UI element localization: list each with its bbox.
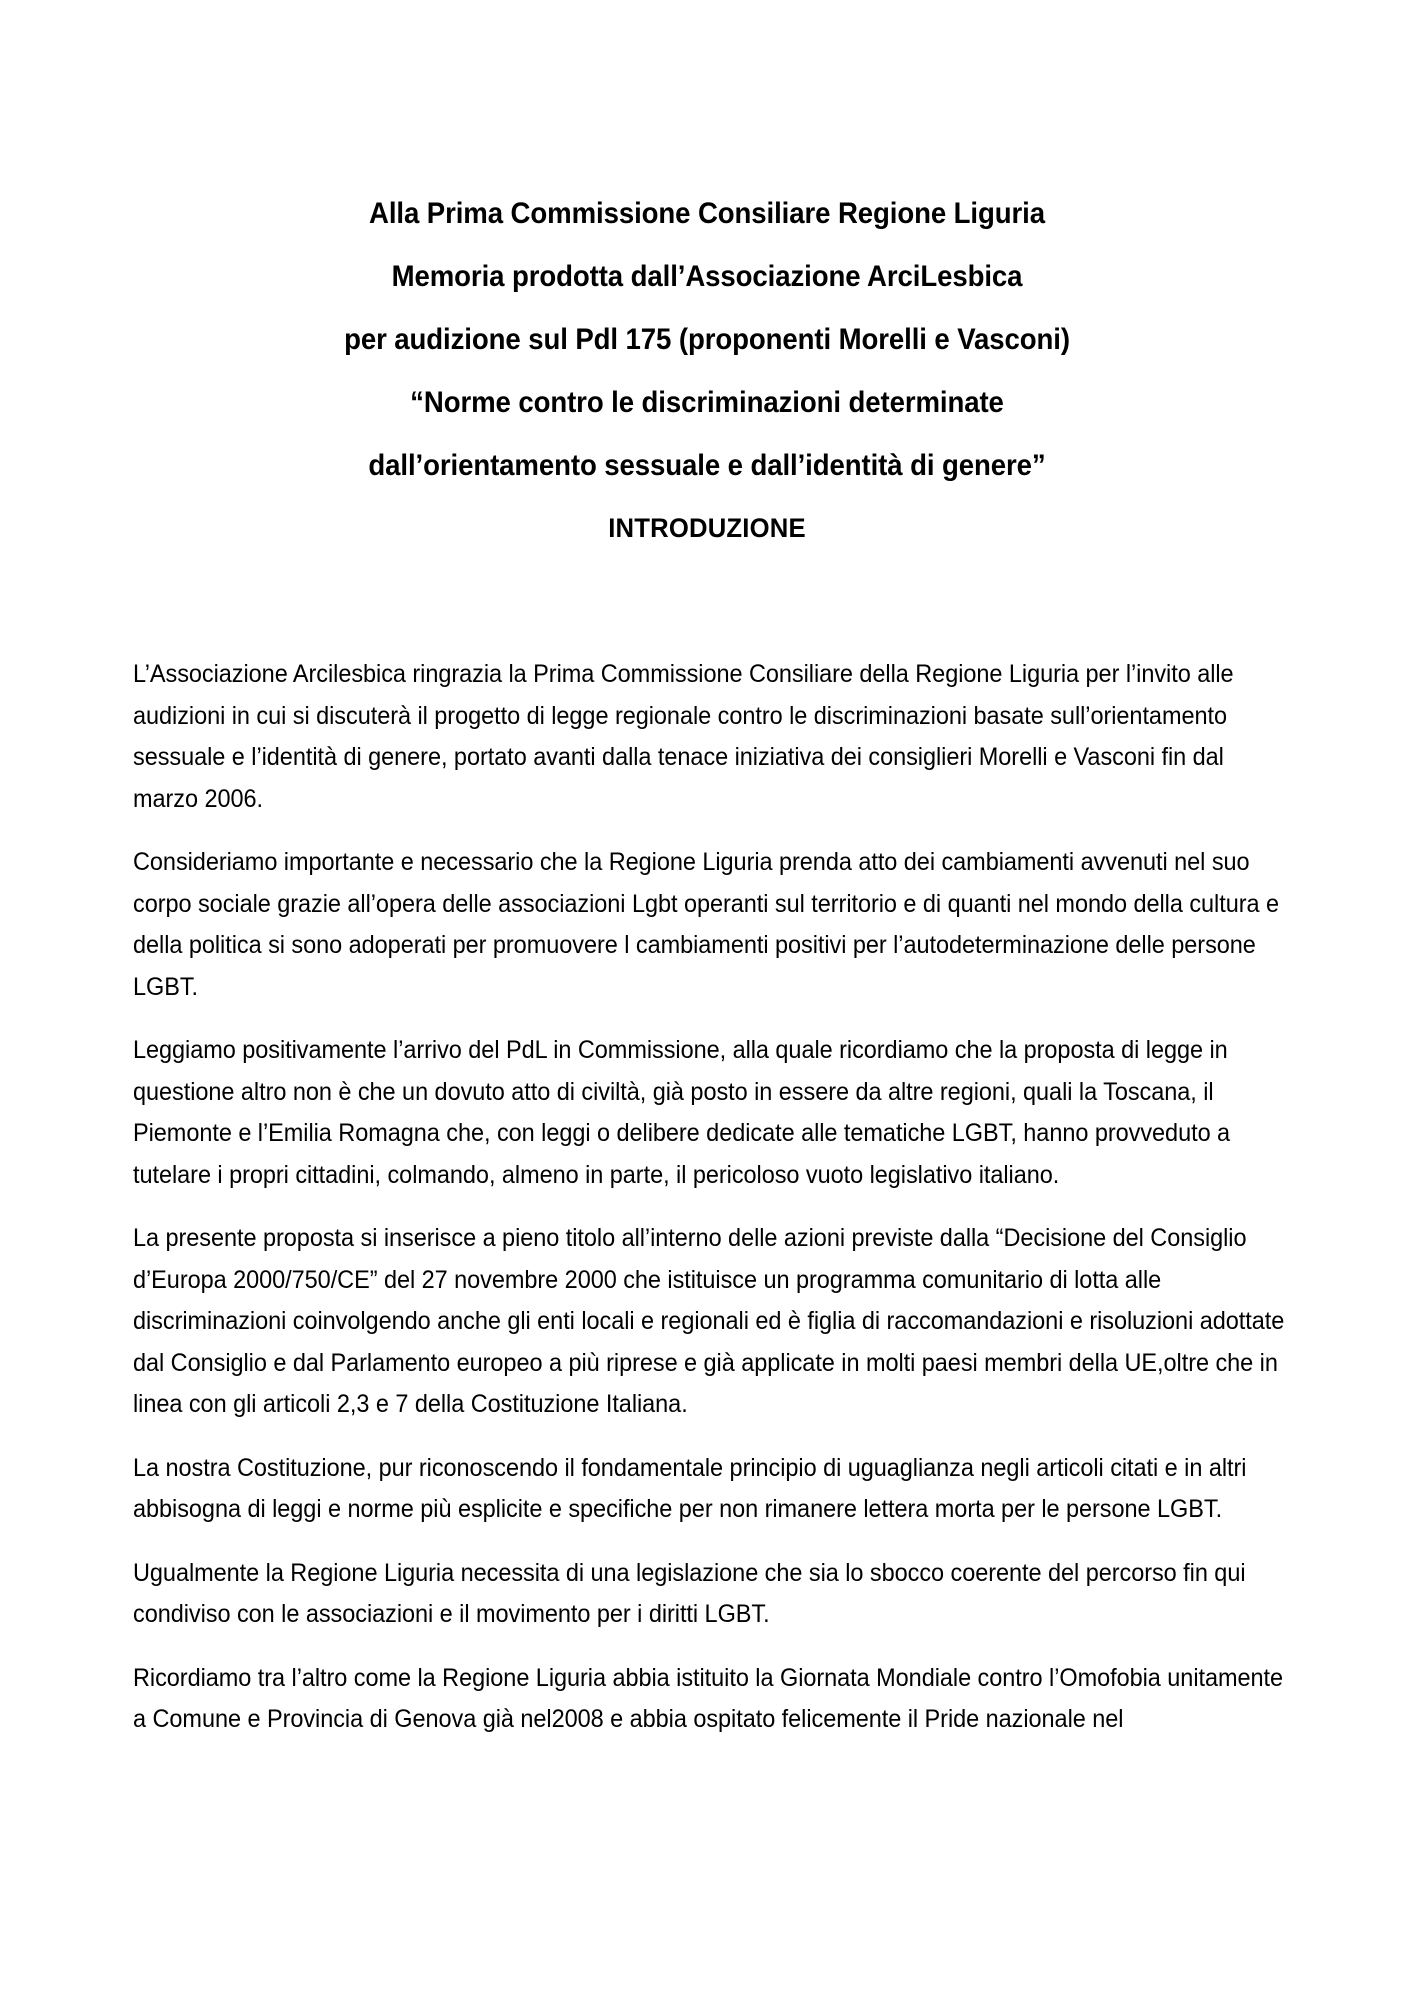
body-paragraph-7: Ricordiamo tra l’altro come la Regione Liguria abbia istituito la Giornata Mondiale contro l’Omofobia unitamente a Comune e Provincia di Genova già nel2008 e abbia ospitato felicemente il Pride nazionale nel <box>133 1664 1284 1733</box>
document-title-line-3: per audizione sul Pdl 175 (proponenti Morelli e Vasconi) <box>344 323 1070 356</box>
document-title-line-5: dall’orientamento sessuale e dall’identità di genere” <box>368 449 1046 482</box>
body-paragraph-3: Leggiamo positivamente l’arrivo del PdL in Commissione, alla quale ricordiamo che la proposta di legge in questione altro non è che un dovuto atto di civiltà, già posto in essere da altre regioni, quali la Toscana, il Piemonte e l’Emilia Romagna che, con leggi o delibere dedicate alle tematiche LGBT, hanno provveduto a tutelare i propri cittadini, colmando, almeno in parte, il pericoloso vuoto legislativo italiano. <box>133 1037 1231 1189</box>
document-title-line-2: Memoria prodotta dall’Associazione ArciLesbica <box>391 260 1023 293</box>
body-paragraph-6: Ugualmente la Regione Liguria necessita di una legislazione che sia lo sbocco coerente del percorso fin qui condiviso con le associazioni e il movimento per i diritti LGBT. <box>133 1559 1246 1628</box>
document-title-block <box>0 0 1414 560</box>
document-title-line-1: Alla Prima Commissione Consiliare Regione Liguria <box>369 197 1045 230</box>
body-paragraph-1: L’Associazione Arcilesbica ringrazia la Prima Commissione Consiliare della Regione Liguria per l’invito alle audizioni in cui si discuterà il progetto di legge regionale contro le discriminazioni basate sull’orientamento sessuale e l’identità di genere, portato avanti dalla tenace iniziativa dei consiglieri Morelli e Vasconi fin dal marzo 2006. <box>133 661 1234 813</box>
body-paragraph-5: La nostra Costituzione, pur riconoscendo il fondamentale principio di uguaglianza negli articoli citati e in altri abbisogna di leggi e norme più esplicite e specifiche per non rimanere lettera morta per le persone LGBT. <box>133 1454 1247 1523</box>
section-heading-introduzione: INTRODUZIONE <box>608 513 806 543</box>
body-paragraph-2: Consideriamo importante e necessario che la Regione Liguria prenda atto dei cambiamenti avvenuti nel suo corpo sociale grazie all’opera delle associazioni Lgbt operanti sul territorio e di quanti nel mondo della cultura e della politica si sono adoperati per promuovere l cambiamenti positivi per l’autodeterminazione delle persone LGBT. <box>133 849 1280 1001</box>
document-body <box>0 560 1414 1741</box>
document-title-line-4: “Norme contro le discriminazioni determinate <box>410 386 1004 419</box>
body-paragraph-4: La presente proposta si inserisce a pieno titolo all’interno delle azioni previste dalla “Decisione del Consiglio d’Europa 2000/750/CE” del 27 novembre 2000 che istituisce un programma comunitario di lotta alle discriminazioni coinvolgendo anche gli enti locali e regionali ed è figlia di raccomandazioni e risoluzioni adottate dal Consiglio e dal Parlamento europeo a più riprese e già applicate in molti paesi membri della UE,oltre che in linea con gli articoli 2,3 e 7 della Costituzione Italiana. <box>133 1225 1285 1418</box>
